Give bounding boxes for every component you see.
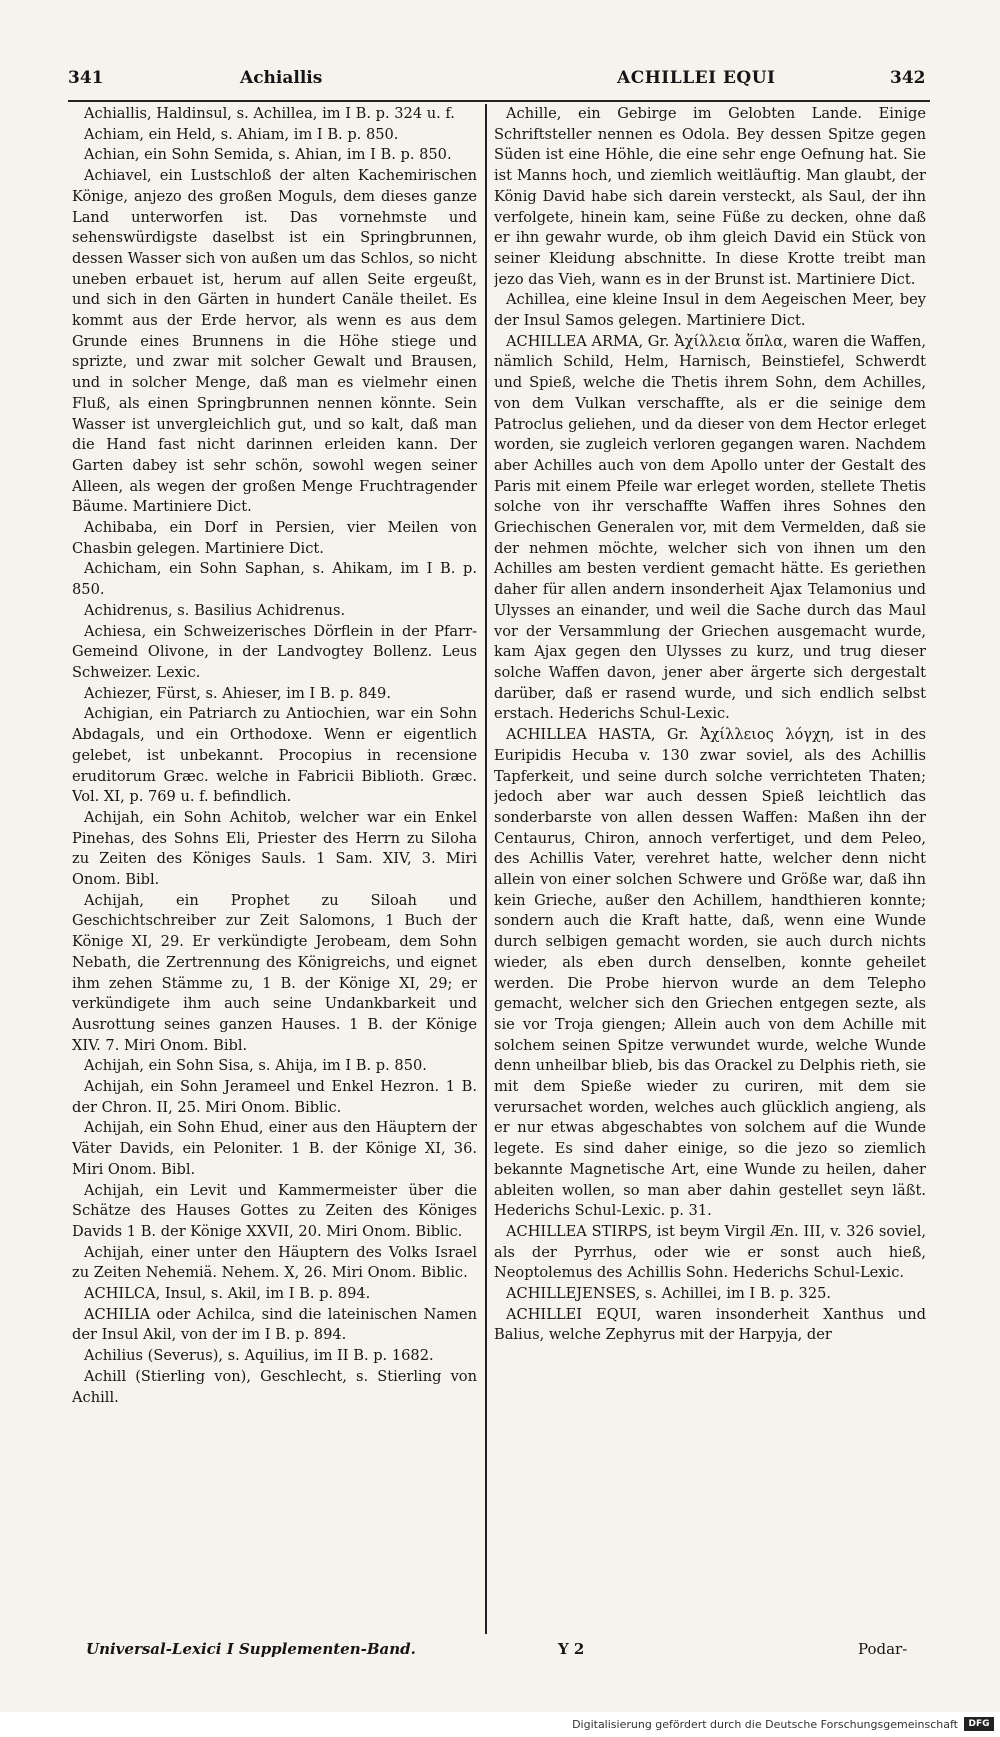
entry-achijah-1: Achijah, ein Sohn Achitob, welcher war ein Enkel Pinehas, des Sohns Eli, Priester des Herrn zu Siloha zu Zeiten des Königes Sauls. 1 Sam. XIV, 3. Miri Onom. Bibl. [72,808,477,889]
entry-achilia: ACHILIA oder Achilca, sind die lateinischen Namen der Insul Akil, von der im I B. p. 894. [72,1305,477,1344]
entry-achiavel: Achiavel, ein Lustschloß der alten Kachemirischen Könige, anjezo des großen Moguls, dem dieses ganze Land unterworfen ist. Das vornehmste und sehenswürdigste daselbst ist ein Springbrunnen, dessen Wasser sich von außen um das Schlos, so nicht uneben erbauet ist, herum auf allen Seite ergeußt, und sich in den Gärten in hundert Canäle theilet. Es kommt aus der Erde hervor, als wenn es aus dem Grunde eines Brunnens in die Höhe stiege und sprizte, und zwar mit solcher Gewalt und Brausen, und in solcher Menge, daß man es vielmehr einen Fluß, als einen Springbrunnen nennen könnte. Sein Wasser ist unvergleichlich gut, und so kalt, daß man die Hand fast nicht darinnen erleiden kann. Der Garten dabey ist sehr schön, sowohl wegen seiner Alleen, als wegen der großen Menge Fruchtragender Bäume. Martiniere Dict. [72,167,477,516]
entry-achijah-7: Achijah, einer unter den Häuptern des Volks Israel zu Zeiten Nehemiä. Nehem. X, 26. Miri Onom. Biblic. [72,1243,477,1282]
entry-achillea-stirps: ACHILLEA STIRPS, ist beym Virgil Æn. III, v. 326 soviel, als der Pyrrhus, oder wie er sonst auch hieß, Neoptolemus des Achillis Sohn. Hederichs Schul-Lexic. [494,1222,926,1282]
page-number-right: 342 [890,68,926,88]
entry-achijah-6: Achijah, ein Levit und Kammermeister über die Schätze des Hauses Gottes zu Zeiten des Königes Davids 1 B. der Könige XXVII, 20. Miri Onom. Biblic. [72,1181,477,1240]
dfg-logo-icon: DFG [964,1717,994,1731]
entry-achijah-5: Achijah, ein Sohn Ehud, einer aus den Häuptern der Väter Davids, ein Peloniter. 1 B. der Könige XI, 36. Miri Onom. Bibl. [72,1119,477,1178]
page-footer [68,1640,930,1670]
entry-achiallis: Achiallis, Haldinsul, s. Achillea, im I B. p. 324 u. f. [84,105,455,122]
entry-achillea: Achillea, eine kleine Insul in dem Aegeischen Meer, bey der Insul Samos gelegen. Martiniere Dict. [494,291,926,330]
entry-achijah-4: Achijah, ein Sohn Jerameel und Enkel Hezron. 1 B. der Chron. II, 25. Miri Onom. Biblic. [72,1078,477,1116]
column-divider [485,104,487,1634]
entry-achiezer: Achiezer, Fürst, s. Ahieser, im I B. p. 849. [84,684,391,702]
entry-achiesa: Achiesa, ein Schweizerisches Dörflein in der Pfarr-Gemeind Olivone, in der Landvogtey Bollenz. Leus Schweizer. Lexic. [72,622,477,681]
entry-achiam: Achiam, ein Held, s. Ahiam, im I B. p. 850. [84,125,399,143]
entry-achigian: Achigian, ein Patriarch zu Antiochien, war ein Sohn Abdagals, und ein Orthodoxe. Wenn er eigentlich gelebet, ist unbekannt. Procopius in recensione eruditorum Græc. welche in Fabricii Biblioth. Græc. Vol. XI, p. 769 u. f. befindlich. [72,705,477,806]
running-head-right: ACHILLEI EQUI [617,68,776,88]
right-column [494,104,926,1639]
entry-achijah-2: Achijah, ein Prophet zu Siloah und Geschichtschreiber zur Zeit Salomons, 1 Buch der Könige XI, 29. Er verkündigte Jerobeam, dem Sohn Nebath, die Zertrennung des Königreichs, und eignet ihm zehen Stämme zu, 1 B. der Könige XI, 29; er verkündigete ihm auch seine Undankbarkeit und Ausrottung seines ganzen Hauses. 1 B. der Könige XIV. 7. Miri Onom. Bibl. [72,891,477,1054]
entry-achian: Achian, ein Sohn Semida, s. Ahian, im I B. p. 850. [84,146,452,164]
running-head-left: Achiallis [240,68,323,88]
entry-achill: Achill (Stierling von), Geschlecht, s. Stierling von Achill. [72,1367,477,1406]
catchword: Podar- [858,1640,908,1658]
entry-achillea-hasta: ACHILLEA HASTA, Gr. Ἀχίλλειος λόγχη, ist in des Euripidis Hecuba v. 130 zwar soviel, als des Achillis Tapferkeit, und seine durch solche verrichteten Thaten; jedoch aber war auch dessen Spieß leichtlich das sonderbarste von allen dessen Waffen: Maßen ihn der Centaurus, Chiron, annoch verfertiget, und dem Peleo, des Achillis Vater, verehret hatte, welcher denn nicht allein von einer solchen Schwere und Größe war, daß ihn kein Grieche, außer den Achillem, handthieren konnte; sondern auch die Kraft hatte, daß, wenn eine Wunde durch selbigen gemacht worden, sie auch durch nichts wieder, als eben durch denselben, konnte geheilet werden. Die Probe hiervon wurde an dem Telepho gemacht, welcher sich den Griechen entgegen sezte, als sie vor Troja giengen; Allein auch von dem Achille mit solchem seinen Spitze verwundet wurde, welche Wunde denn unheilbar blieb, bis das Orackel zu Delphis rieth, sie mit dem Spieße wieder zu curiren, mit dem sie verursachet worden, welches auch glücklich angieng, als er nur etwas abgeschabtes von solchem auf die Wunde legete. Es sind daher einige, so die jezo so ziemlich bekannte Magnetische Art, eine Wunde zu heilen, daher ableiten wollen, so man aber dahin gestellet seyn läßt. Hederichs Schul-Lexic. p. 31. [494,726,926,1220]
entry-achidrenus: Achidrenus, s. Basilius Achidrenus. [84,601,346,619]
entry-achillea-arma: ACHILLEA ARMA, Gr. Ἀχίλλεια ὅπλα, waren die Waffen, nämlich Schild, Helm, Harnisch, Beinstiefel, Schwerdt und Spieß, welche die Thetis ihrem Sohn, dem Achilles, von dem Vulkan verschaffte, als er die seinige dem Patroclus geliehen, und da dieser von dem Hector erleget worden, sie zugleich verloren gegangen waren. Nachdem aber Achilles auch von dem Apollo unter der Gestalt des Paris mit einem Pfeile war erleget worden, stellete Thetis solche von ihr verschaffte Waffen ihres Sohnes den Griechischen Generalen vor, mit dem Vermelden, daß sie der nehmen möchte, welcher sich von ihnen um den Achilles am besten verdient gemacht hätte. Es geriethen daher für allen andern insonderheit Ajax Telamonius und Ulysses an einander, und weil die Sache durch das Maul vor der Versammlung der Griechen ausgemacht wurde, kam Ajax gegen den Ulysses zu kurz, und trug dieser solche Waffen davon, jener aber ärgerte sich dergestalt darüber, daß er rasend wurde, und sich endlich selbst erstach. Hederichs Schul-Lexic. [494,332,926,723]
entry-achillejenses: ACHILLEJENSES, s. Achillei, im I B. p. 325. [506,1285,832,1303]
page-number-left: 341 [68,68,104,88]
entry-achibaba: Achibaba, ein Dorf in Persien, vier Meilen von Chasbin gelegen. Martiniere Dict. [72,519,477,557]
entry-achille: Achille, ein Gebirge im Gelobten Lande. Einige Schriftsteller nennen es Odola. Bey dessen Spitze gegen Süden ist eine Höhle, die eine sehr enge Oefnung hat. Sie ist Manns hoch, und ziemlich weitläuftig. Man glaubt, der König David habe sich darein versteckt, als Saul, der ihn verfolgete, hinein kam, seine Füße zu decken, ohne daß er ihn gewahr wurde, ob ihm gleich David ein Stück von seiner Kleidung abschnitte. In diese Krotte treibt man jezo das Vieh, wann es in der Brunst ist. Martiniere Dict. [494,105,926,288]
volume-title: Universal-Lexici I Supplementen-Band. [86,1640,416,1658]
entry-achilca: ACHILCA, Insul, s. Akil, im I B. p. 894. [84,1285,371,1303]
entry-achijah-3: Achijah, ein Sohn Sisa, s. Ahija, im I B. p. 850. [84,1057,427,1075]
digitization-note: Digitalisierung gefördert durch die Deutsche Forschungsgemeinschaft [572,1718,958,1731]
left-column [72,104,477,1639]
page-header [0,60,1000,100]
header-rule [68,100,930,102]
digitization-banner [0,1712,1000,1737]
entry-achilius: Achilius (Severus), s. Aquilius, im II B. p. 1682. [84,1347,434,1365]
entry-achicham: Achicham, ein Sohn Saphan, s. Ahikam, im I B. p. 850. [72,560,477,599]
entry-achillei-equi: ACHILLEI EQUI, waren insonderheit Xanthus und Balius, welche Zephyrus mit der Harpyja, der [494,1305,926,1344]
signature-mark: Y 2 [558,1640,585,1658]
